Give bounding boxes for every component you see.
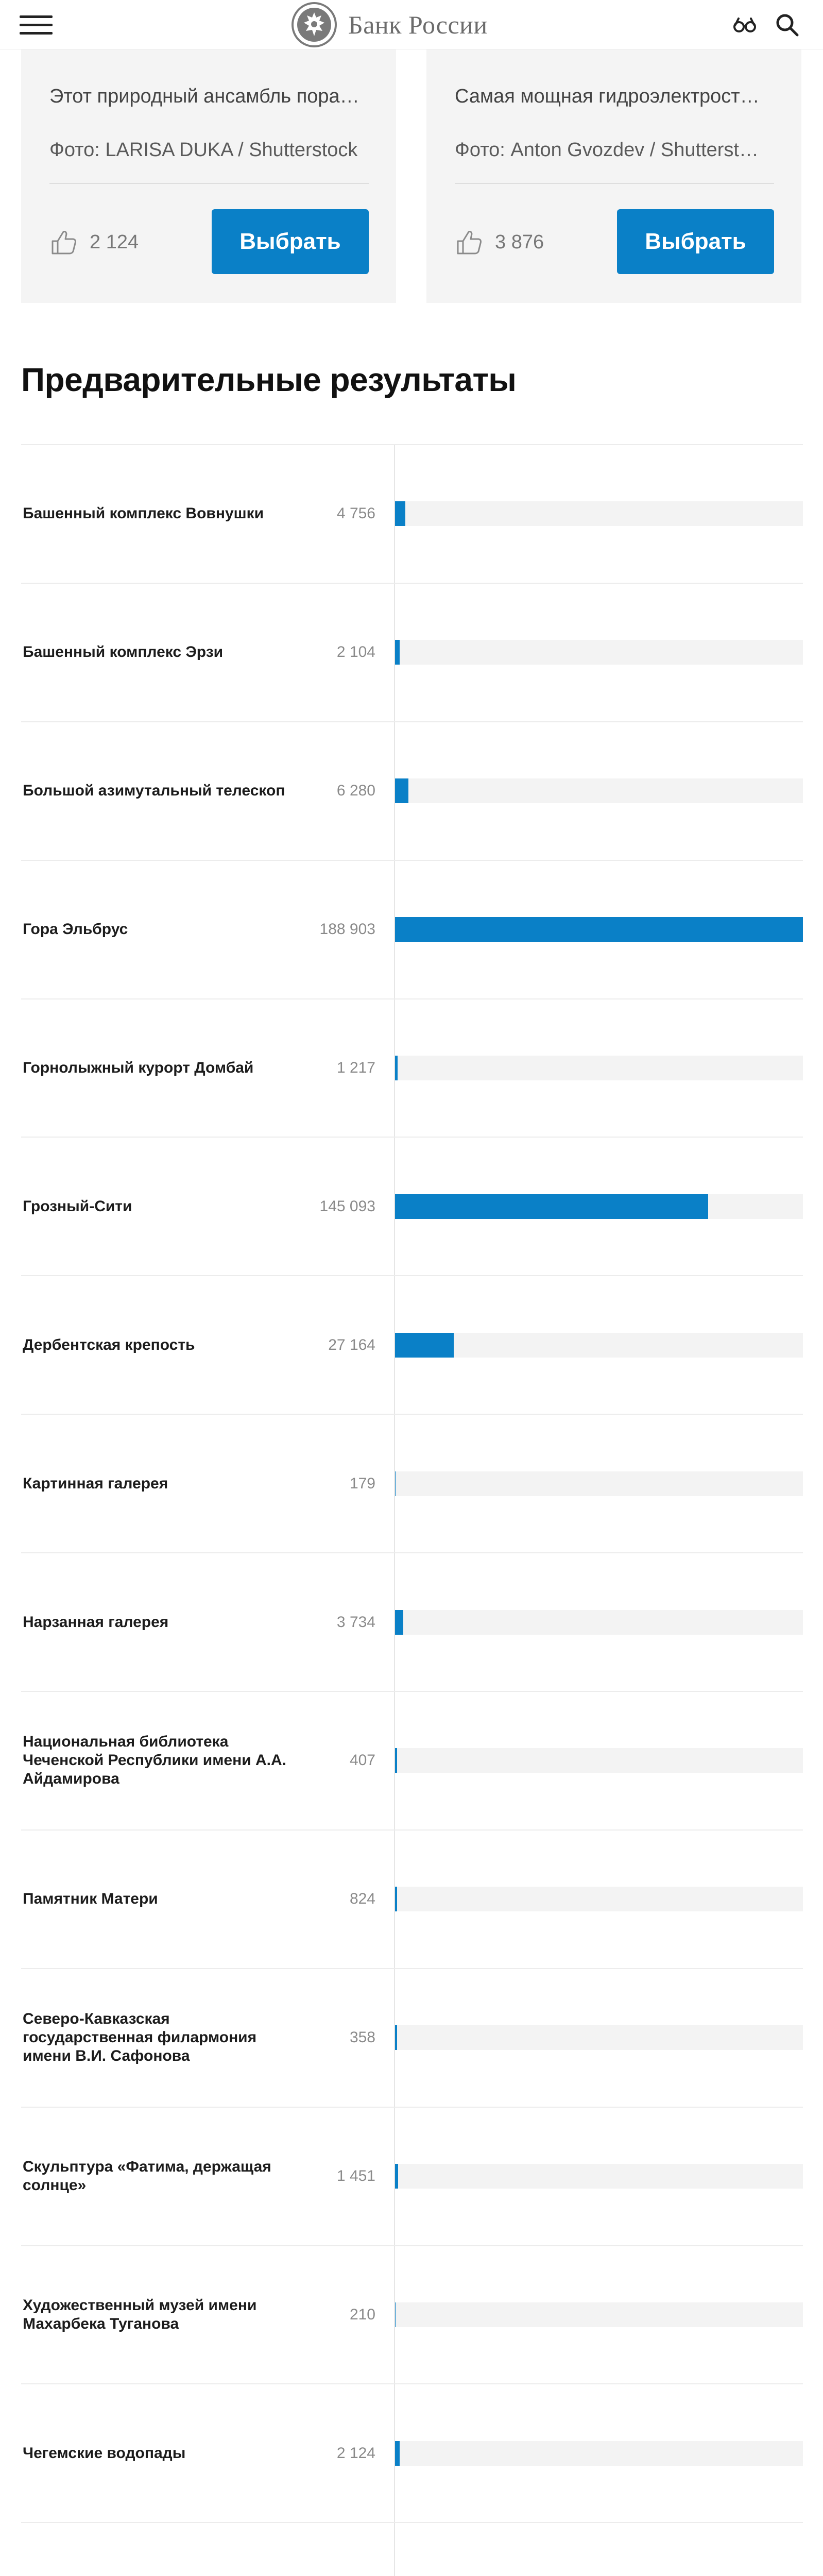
result-count: 6 280 [336,782,375,800]
result-bar [395,1887,397,1911]
result-bar [395,778,408,803]
result-bar-track [395,1887,803,1911]
like-count: 3 876 [495,231,544,253]
result-bar [395,501,405,526]
result-name: Скульптура «Фатима, держащая солнце» [23,2158,271,2194]
card-photo-credit: Фото: Anton Gvozdev / Shutterst… [455,139,759,161]
result-name: Дербентская крепость [23,1336,195,1353]
result-name: Национальная библиотека Чеченской Республики имени А.А. Айдамирова [23,1733,286,1788]
result-bar [395,1194,708,1219]
result-count: 179 [349,1475,375,1492]
result-bar [395,2302,396,2327]
result-bar-track [395,2302,803,2327]
result-count: 145 093 [319,1197,375,1215]
site-header [0,0,823,49]
result-row [21,1691,803,1829]
thumbs-up-icon [49,228,78,257]
result-count: 2 104 [336,643,375,661]
result-row [21,1968,803,2107]
result-count: 4 756 [336,505,375,522]
result-bar-track [395,1610,803,1635]
like-button[interactable] [455,227,544,258]
site-logo[interactable] [289,1,488,48]
result-bar-track [395,1333,803,1358]
result-bar [395,1748,397,1773]
result-row [21,998,803,1137]
result-name: Горнолыжный курорт Домбай [23,1059,254,1076]
burger-menu-icon[interactable] [20,13,53,36]
result-bar-track [395,1056,803,1080]
search-icon[interactable] [774,11,800,38]
result-name: Картинная галерея [23,1475,168,1492]
result-bar-track [395,778,803,803]
card-photo-credit: Фото: LARISA DUKA / Shutterstock [49,139,358,161]
card-divider [455,183,774,184]
result-name: Чегемские водопады [23,2444,186,2462]
thumbs-up-icon [455,228,484,257]
result-row [21,583,803,721]
result-bar-track [395,1748,803,1773]
result-name: Башенный комплекс Вовнушки [23,505,264,522]
result-count: 358 [349,2029,375,2046]
result-count: 407 [349,1752,375,1769]
result-bar-track [395,2164,803,2189]
result-bar [395,917,803,942]
result-row [21,2245,803,2384]
result-bar [395,2441,400,2466]
result-row [21,1414,803,1552]
brand-name: Банк России [348,10,488,39]
result-bar [395,2164,398,2189]
result-name: Гора Эльбрус [23,921,128,938]
result-bar [395,1610,403,1635]
result-bar [395,1333,454,1358]
result-row [21,1829,803,1968]
result-bar [395,640,400,665]
result-row [21,2383,803,2522]
results-title: Предварительные результаты [21,361,517,398]
result-count: 27 164 [328,1336,375,1353]
result-name: Грозный-Сити [23,1197,132,1215]
result-bar-track [395,1471,803,1496]
result-count: 1 217 [336,1059,375,1076]
result-count: 3 734 [336,1613,375,1631]
result-row [21,1552,803,1691]
like-count: 2 124 [90,231,139,253]
result-name: Памятник Матери [23,1890,158,1908]
result-row [21,2522,803,2576]
result-row [21,721,803,860]
result-count: 188 903 [319,921,375,938]
glasses-icon[interactable] [731,11,758,38]
result-name: Нарзанная галерея [23,1613,169,1631]
result-bar-track [395,640,803,665]
result-bar-track [395,2025,803,2050]
result-bar [395,1471,396,1496]
result-bar [395,2025,397,2050]
result-name: Большой азимутальный телескоп [23,782,285,800]
result-name: Башенный комплекс Эрзи [23,643,224,661]
result-count: 1 451 [336,2167,375,2185]
result-bar-track [395,1194,803,1219]
result-bar [395,1056,398,1080]
result-count: 2 124 [336,2444,375,2462]
result-row [21,860,803,998]
choose-button[interactable]: Выбрать [617,209,774,274]
like-button[interactable] [49,227,139,258]
card-divider [49,183,369,184]
result-row [21,2107,803,2245]
bank-emblem-icon [289,1,339,48]
result-bar-track [395,917,803,942]
card-description: Этот природный ансамбль пора… [49,86,359,107]
result-bar-track [395,2441,803,2466]
card-description: Самая мощная гидроэлектрост… [455,86,760,107]
result-name: Художественный музей имени Махарбека Туганова [23,2297,257,2333]
result-count: 824 [349,1890,375,1908]
result-bar-track [395,501,803,526]
results-table [21,444,803,2576]
result-name: Северо-Кавказская государственная филармония имени В.И. Сафонова [23,2010,257,2065]
choose-button[interactable]: Выбрать [212,209,369,274]
result-row [21,1275,803,1414]
result-row [21,444,803,583]
result-row [21,1137,803,1275]
result-count: 210 [349,2306,375,2324]
